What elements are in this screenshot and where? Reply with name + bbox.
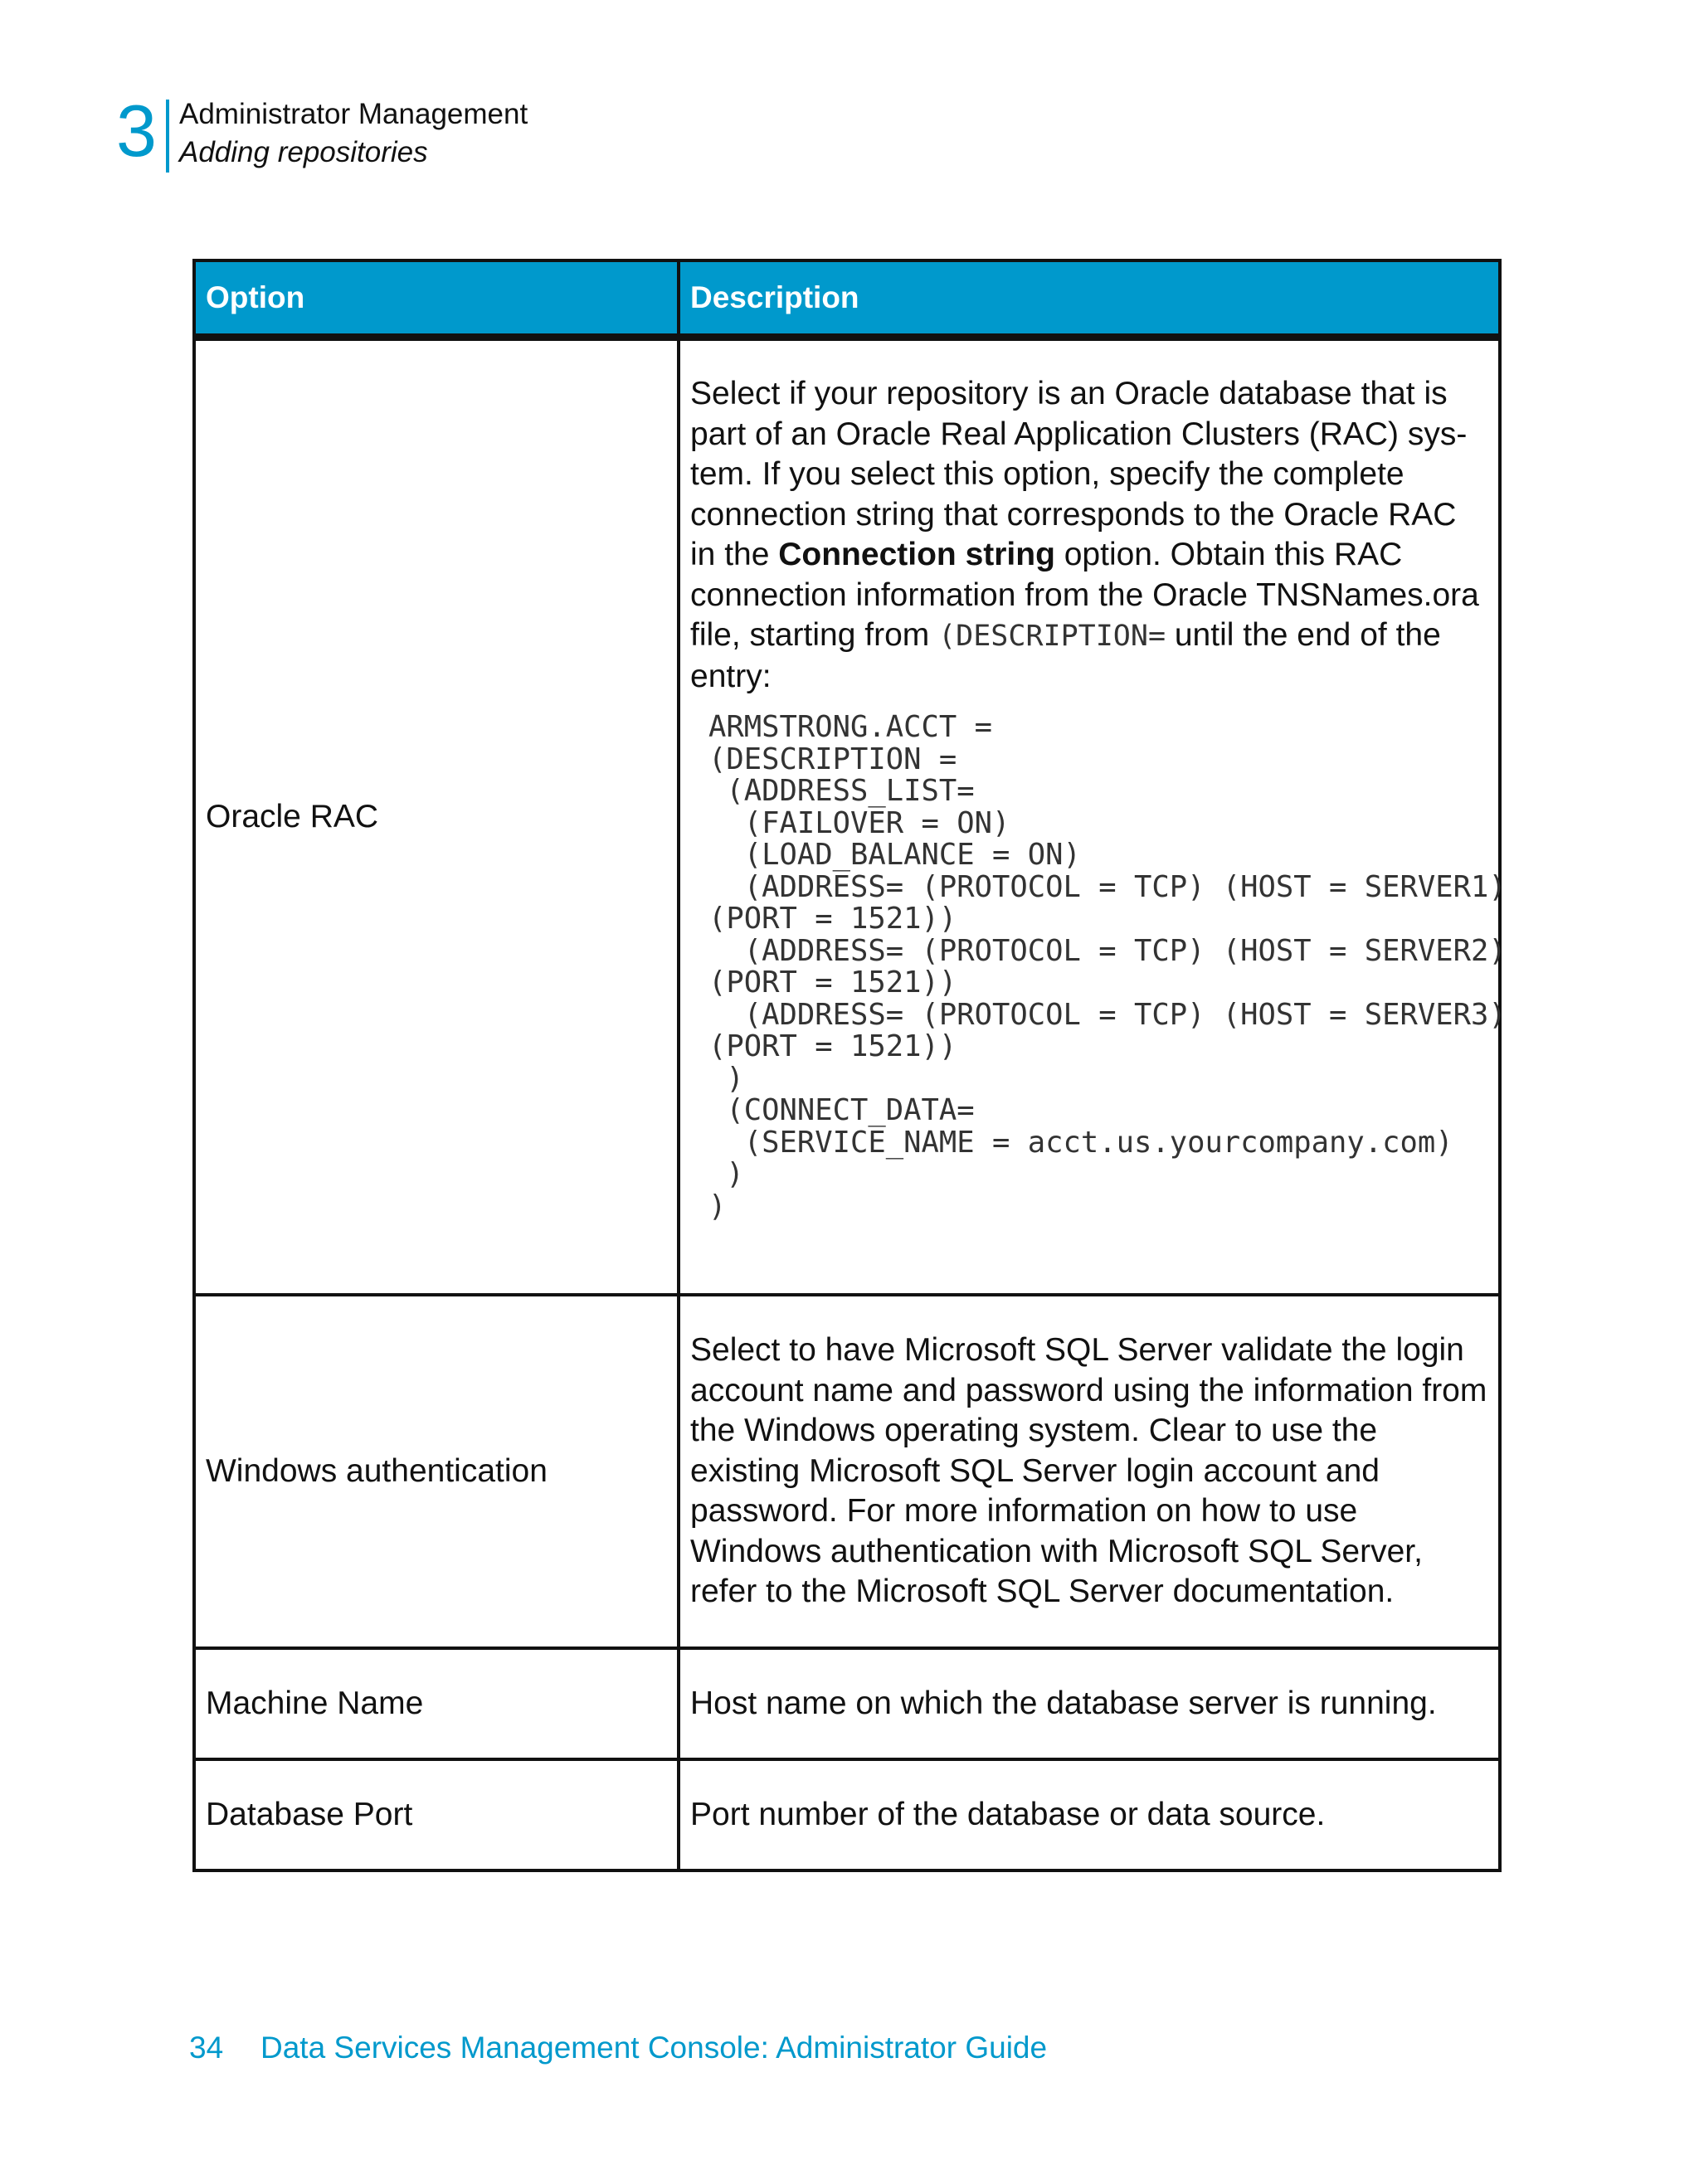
- inline-code: (DESCRIPTION=: [938, 620, 1166, 653]
- table-row: [194, 1759, 1500, 1870]
- option-cell: Oracle RAC: [194, 338, 679, 1296]
- document-title: Data Services Management Console: Administrator Guide: [260, 2031, 1048, 2065]
- description-text-part: option. Obtain this RAC connection information from the Oracle TNSNames.ora file, starting from: [690, 537, 1479, 653]
- description-cell: Host name on which the database server is running.: [679, 1648, 1500, 1759]
- option-cell: Machine Name: [194, 1648, 679, 1759]
- chapter-number: 3: [116, 90, 157, 172]
- description-text-part: Select if your repository is an Oracle database that is part of an Oracle Real Application Clusters (RAC) sys-tem. If you select this option, specify the complete connection string that corresponds to the Oracle RAC in the: [690, 376, 1468, 572]
- option-cell: Database Port: [194, 1759, 679, 1870]
- table-header-row: [194, 260, 1500, 338]
- description-text: [690, 374, 1490, 697]
- section-title: Adding repositories: [179, 136, 428, 168]
- table-row: [194, 1295, 1500, 1648]
- page-footer: [189, 2031, 1047, 2065]
- option-cell: Windows authentication: [194, 1295, 679, 1648]
- page-number: 34: [189, 2031, 224, 2065]
- description-cell: [679, 338, 1507, 1296]
- code-block: ARMSTRONG.ACCT = (DESCRIPTION = (ADDRESS_LIST= (FAILOVER = ON) (LOAD_BALANCE = ON) (ADDRESS= (PROTOCOL = TCP) (HOST = SERVER1) (PORT = 1521)) (ADDRESS= (PROTOCOL = TCP) (HOST = SERVER2) (PORT = 1521)) (ADDRESS= (PROTOCOL = TCP) (HOST = SERVER3) (PORT = 1521)) ) (CONNECT_DATA= (SERVICE_NAME = acct.us.yourcompany.com) ) ): [708, 710, 1507, 1223]
- description-cell: Port number of the database or data source.: [679, 1759, 1500, 1870]
- chapter-title: Administrator Management: [179, 98, 528, 130]
- column-header-option: Option: [194, 260, 679, 338]
- connection-string-term: Connection string: [778, 537, 1055, 572]
- chapter-divider: [166, 100, 169, 173]
- table-row: [194, 338, 1500, 1296]
- options-table: [192, 259, 1507, 1872]
- table-row: [194, 1648, 1500, 1759]
- description-text-part: until the end of the entry:: [690, 617, 1441, 694]
- column-header-description: Description: [679, 260, 1500, 338]
- description-cell: Select to have Microsoft SQL Server validate the login account name and password using the information from the Windows operating system. Clear to use the existing Microsoft SQL Server login account and password. For more information on how to use Windows authentication with Microsoft SQL Server, refer to the Microsoft SQL Server documentation.: [679, 1295, 1500, 1648]
